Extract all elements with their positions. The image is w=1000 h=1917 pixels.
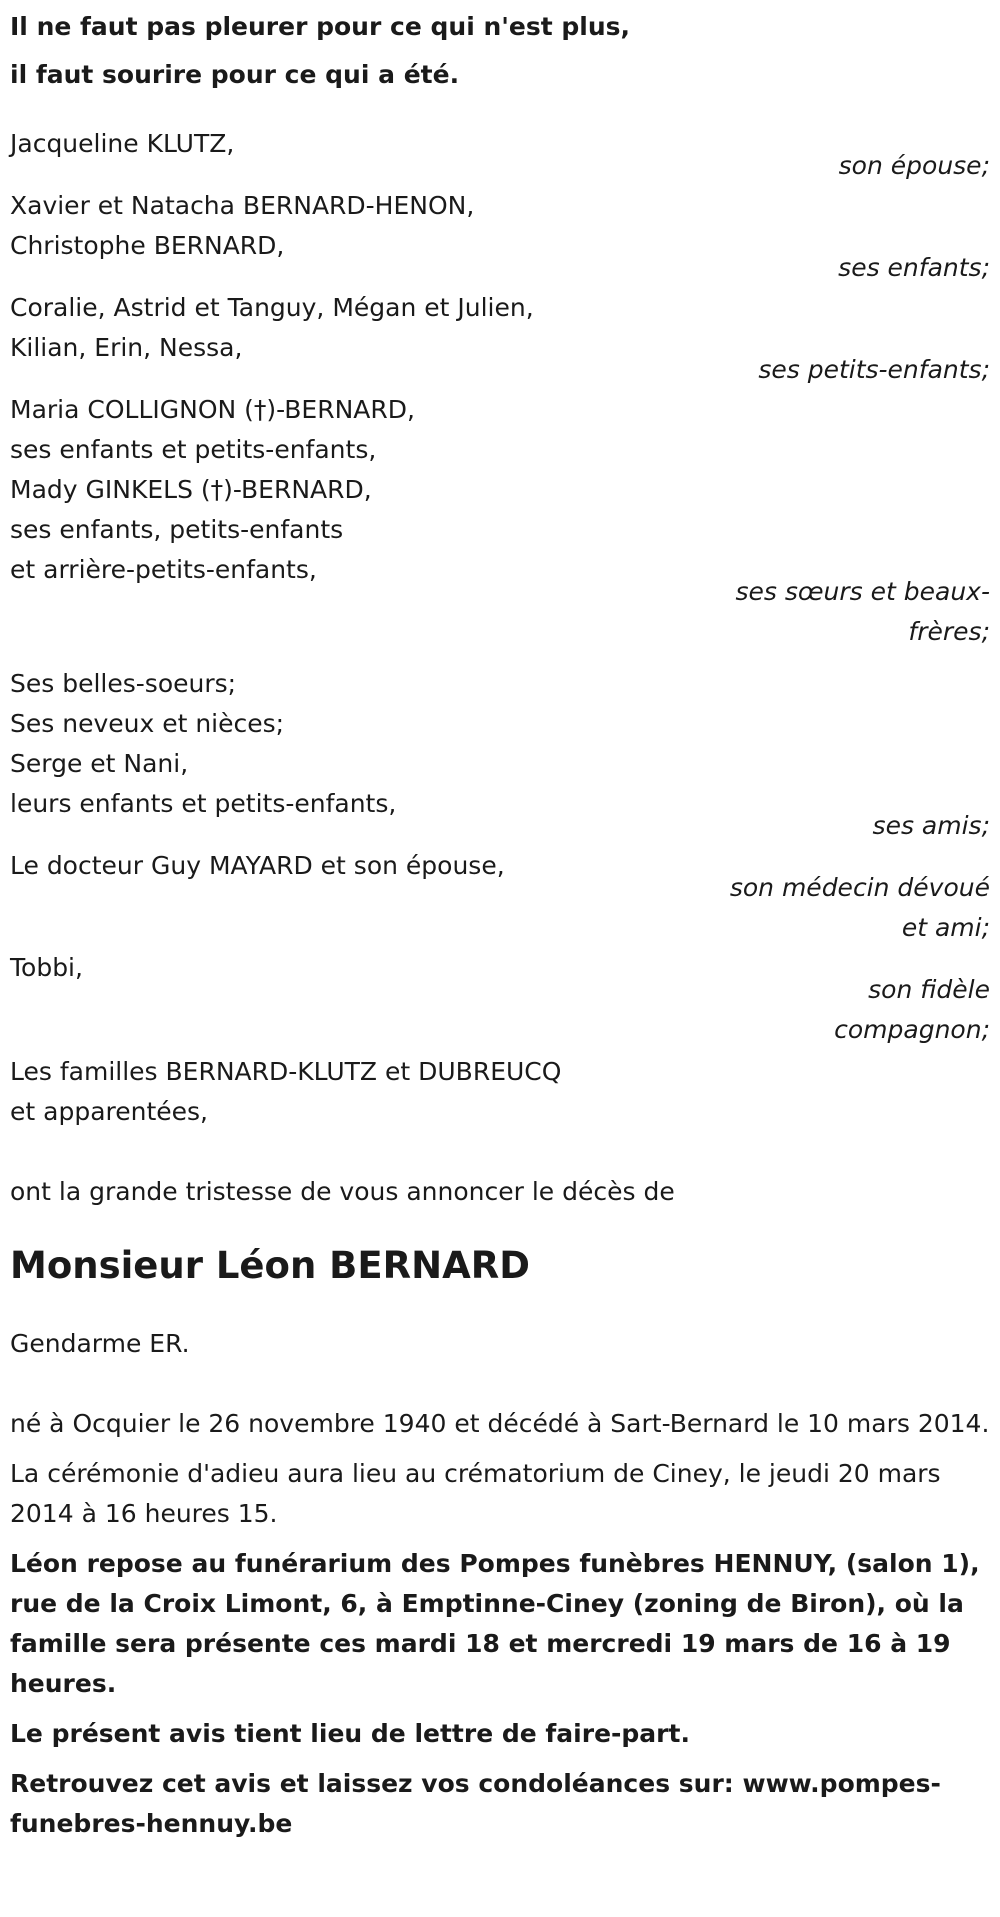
deceased-title: Gendarme ER.: [10, 1329, 190, 1358]
family-name: ses enfants et petits-enfants,: [10, 435, 377, 464]
relation-label: ses enfants;: [838, 253, 990, 282]
notice-text: Le présent avis tient lieu de lettre de faire-part.: [10, 1719, 690, 1748]
family-name: leurs enfants et petits-enfants,: [10, 789, 397, 818]
viewing-info: Léon repose au funérarium des Pompes funèbres HENNUY, (salon 1), rue de la Croix Limont, 6, à Emptinne-Ciney (zoning de Biron), où la famille sera présente ces mardi 18 et mercredi 19 mars de 16 à 19 heures.: [10, 1549, 980, 1698]
opening-quote: [10, 0, 990, 99]
family-name: Serge et Nani,: [10, 749, 189, 778]
condolences-text: Retrouvez cet avis et laissez vos condoléances sur: www.pompes-funebres-hennuy.be: [10, 1769, 941, 1838]
family-group-friends: [10, 664, 990, 824]
announcement-text: ont la grande tristesse de vous annoncer le décès de: [10, 1177, 675, 1206]
family-name: Christophe BERNARD,: [10, 231, 285, 260]
relation-label: son médecin dévoué et ami;: [729, 873, 990, 942]
family-name: Ses belles-soeurs;: [10, 669, 237, 698]
relation-label: ses petits-enfants;: [758, 355, 990, 384]
quote-line-1: Il ne faut pas pleurer pour ce qui n'est plus,: [10, 12, 631, 41]
ceremony-info: La cérémonie d'adieu aura lieu au crématorium de Ciney, le jeudi 20 mars 2014 à 16 heures 15.: [10, 1459, 941, 1528]
family-name: Xavier et Natacha BERNARD-HENON,: [10, 191, 475, 220]
family-name: Le docteur Guy MAYARD et son épouse,: [10, 851, 505, 880]
family-name: Ses neveux et nièces;: [10, 709, 285, 738]
relation-label: son fidèle compagnon;: [834, 975, 990, 1044]
family-group-siblings: [10, 390, 990, 590]
quote-line-2: il faut sourire pour ce qui a été.: [10, 60, 460, 89]
family-name: Coralie, Astrid et Tanguy, Mégan et Julien,: [10, 293, 534, 322]
family-name: Tobbi,: [10, 953, 83, 982]
family-name: Les familles BERNARD-KLUTZ et DUBREUCQ: [10, 1057, 562, 1086]
obituary-document: [10, 0, 990, 1844]
family-name: et apparentées,: [10, 1097, 208, 1126]
family-name: Kilian, Erin, Nessa,: [10, 333, 243, 362]
relation-label: ses amis;: [872, 811, 990, 840]
family-name: Maria COLLIGNON (†)-BERNARD,: [10, 395, 415, 424]
deceased-name: Monsieur Léon BERNARD: [10, 1244, 530, 1287]
family-name: Jacqueline KLUTZ,: [10, 129, 235, 158]
relation-label: ses sœurs et beaux-frères;: [735, 577, 990, 646]
family-name: Mady GINKELS (†)-BERNARD,: [10, 475, 372, 504]
birth-death-dates: né à Ocquier le 26 novembre 1940 et décédé à Sart-Bernard le 10 mars 2014.: [10, 1409, 990, 1438]
relation-label: son épouse;: [838, 151, 990, 180]
family-name: et arrière-petits-enfants,: [10, 555, 317, 584]
family-group-families: [10, 1052, 990, 1132]
family-name: ses enfants, petits-enfants: [10, 515, 344, 544]
